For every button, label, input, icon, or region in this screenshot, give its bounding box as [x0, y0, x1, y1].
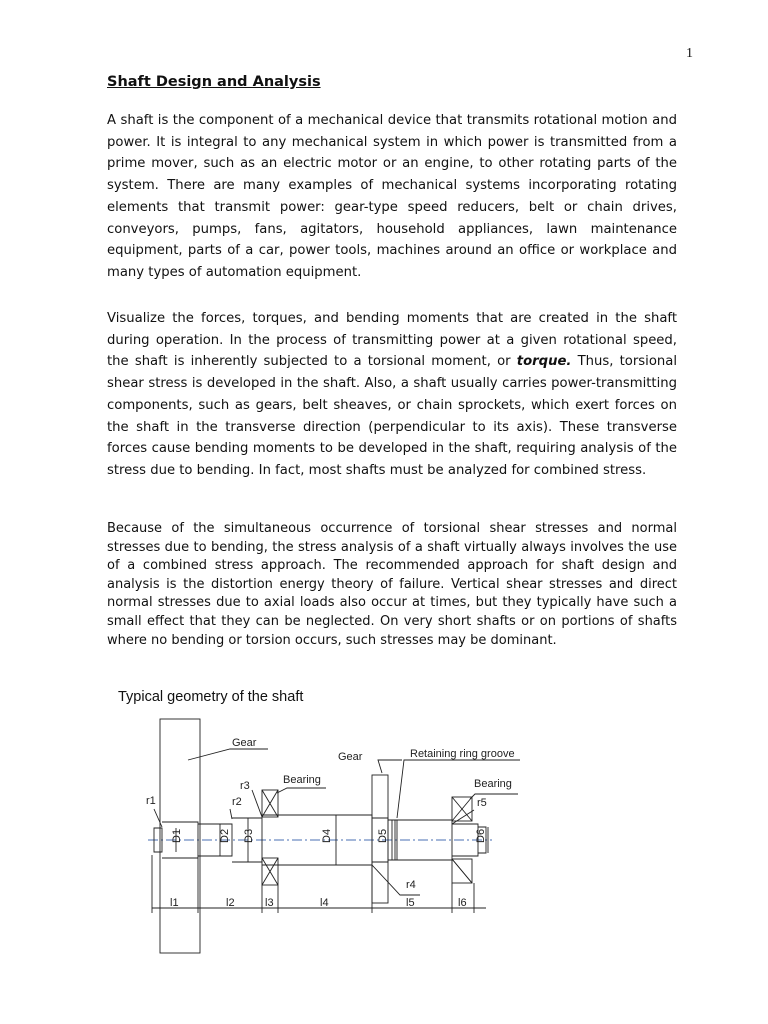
- figure-title: Typical geometry of the shaft: [118, 689, 304, 705]
- label-r1: r1: [146, 795, 156, 807]
- paragraph-forces-text-start: Visualize the forces, torques, and bending moments that are created in the shaft during operation. In the process of transmitting power at a given rotational speed, the shaft is inherently subjected to a torsional moment, or: [107, 311, 677, 370]
- page-number: 1: [686, 46, 693, 61]
- label-l2: l2: [226, 897, 235, 909]
- label-d2: D2: [219, 828, 231, 843]
- paragraph-forces: [107, 308, 677, 482]
- label-r5: r5: [477, 797, 487, 809]
- label-d5: D5: [377, 828, 389, 843]
- label-l4: l4: [320, 897, 329, 909]
- leader-gear-mid: [378, 760, 402, 773]
- label-r3: r3: [240, 780, 250, 792]
- label-l3: l3: [265, 897, 274, 909]
- label-d1: D1: [171, 828, 183, 843]
- label-bearing-right: Bearing: [474, 778, 512, 790]
- leader-r2: [230, 809, 232, 819]
- label-l1: l1: [170, 897, 179, 909]
- label-l5: l5: [406, 897, 415, 909]
- label-d4: D4: [321, 828, 333, 843]
- shaft-geometry-diagram: [140, 715, 520, 960]
- document-title: Shaft Design and Analysis: [107, 74, 321, 90]
- right-bearing-bottom-cross-b: [452, 859, 472, 883]
- label-retaining-ring: Retaining ring groove: [410, 748, 515, 760]
- paragraph-combined-stress-text: Because of the simultaneous occurrence of torsional shear stresses and normal stresses due to bending, the stress analysis of a shaft virtually always involves the use of a combined stress approach. The recommended approach for shaft design and analysis is the distortion energy theory of failure. Vertical shear stresses and direct normal stresses due to axial loads also occur at times, but they typically have such a small effect that they can be neglected. On very short shafts or on portions of shafts where no bending or torsion occurs, such stresses may be dominant.: [107, 521, 677, 648]
- label-d6: D6: [475, 828, 487, 843]
- label-gear-left: Gear: [232, 737, 257, 749]
- label-l6: l6: [458, 897, 467, 909]
- label-r2: r2: [232, 796, 242, 808]
- paragraph-combined-stress: [107, 520, 677, 650]
- label-bearing-left: Bearing: [283, 774, 321, 786]
- torque-emphasis: torque.: [516, 354, 572, 370]
- label-r4: r4: [406, 879, 416, 891]
- paragraph-intro: [107, 110, 677, 284]
- label-gear-mid: Gear: [338, 751, 363, 763]
- label-d3: D3: [243, 828, 255, 843]
- leader-r3: [252, 790, 262, 817]
- leader-bearing-left: [277, 788, 326, 793]
- paragraph-forces-text-end: Thus, torsional shear stress is developed in the shaft. Also, a shaft usually carries power-transmitting components, such as gears, belt sheaves, or chain sprockets, which exert forces on the shaft in the transverse direction (perpendicular to its axis). These transverse forces cause bending moments to be developed in the shaft, requiring analysis of the stress due to bending. In fact, most shafts must be analyzed for combined stress.: [107, 354, 678, 478]
- leader-r1: [154, 809, 162, 827]
- paragraph-intro-text: A shaft is the component of a mechanical device that transmits rotational motion and power. It is integral to any mechanical system in which power is transmitted from a prime mover, such as an electric motor or an engine, to other rotating parts of the system. There are many examples of mechanical systems incorporating rotating elements that transmit power: gear-type speed reducers, belt or chain drives, conveyors, pumps, fans, agitators, household appliances, lawn maintenance equipment, parts of a car, power tools, machines around an office or workplace and many types of automation equipment.: [107, 113, 677, 280]
